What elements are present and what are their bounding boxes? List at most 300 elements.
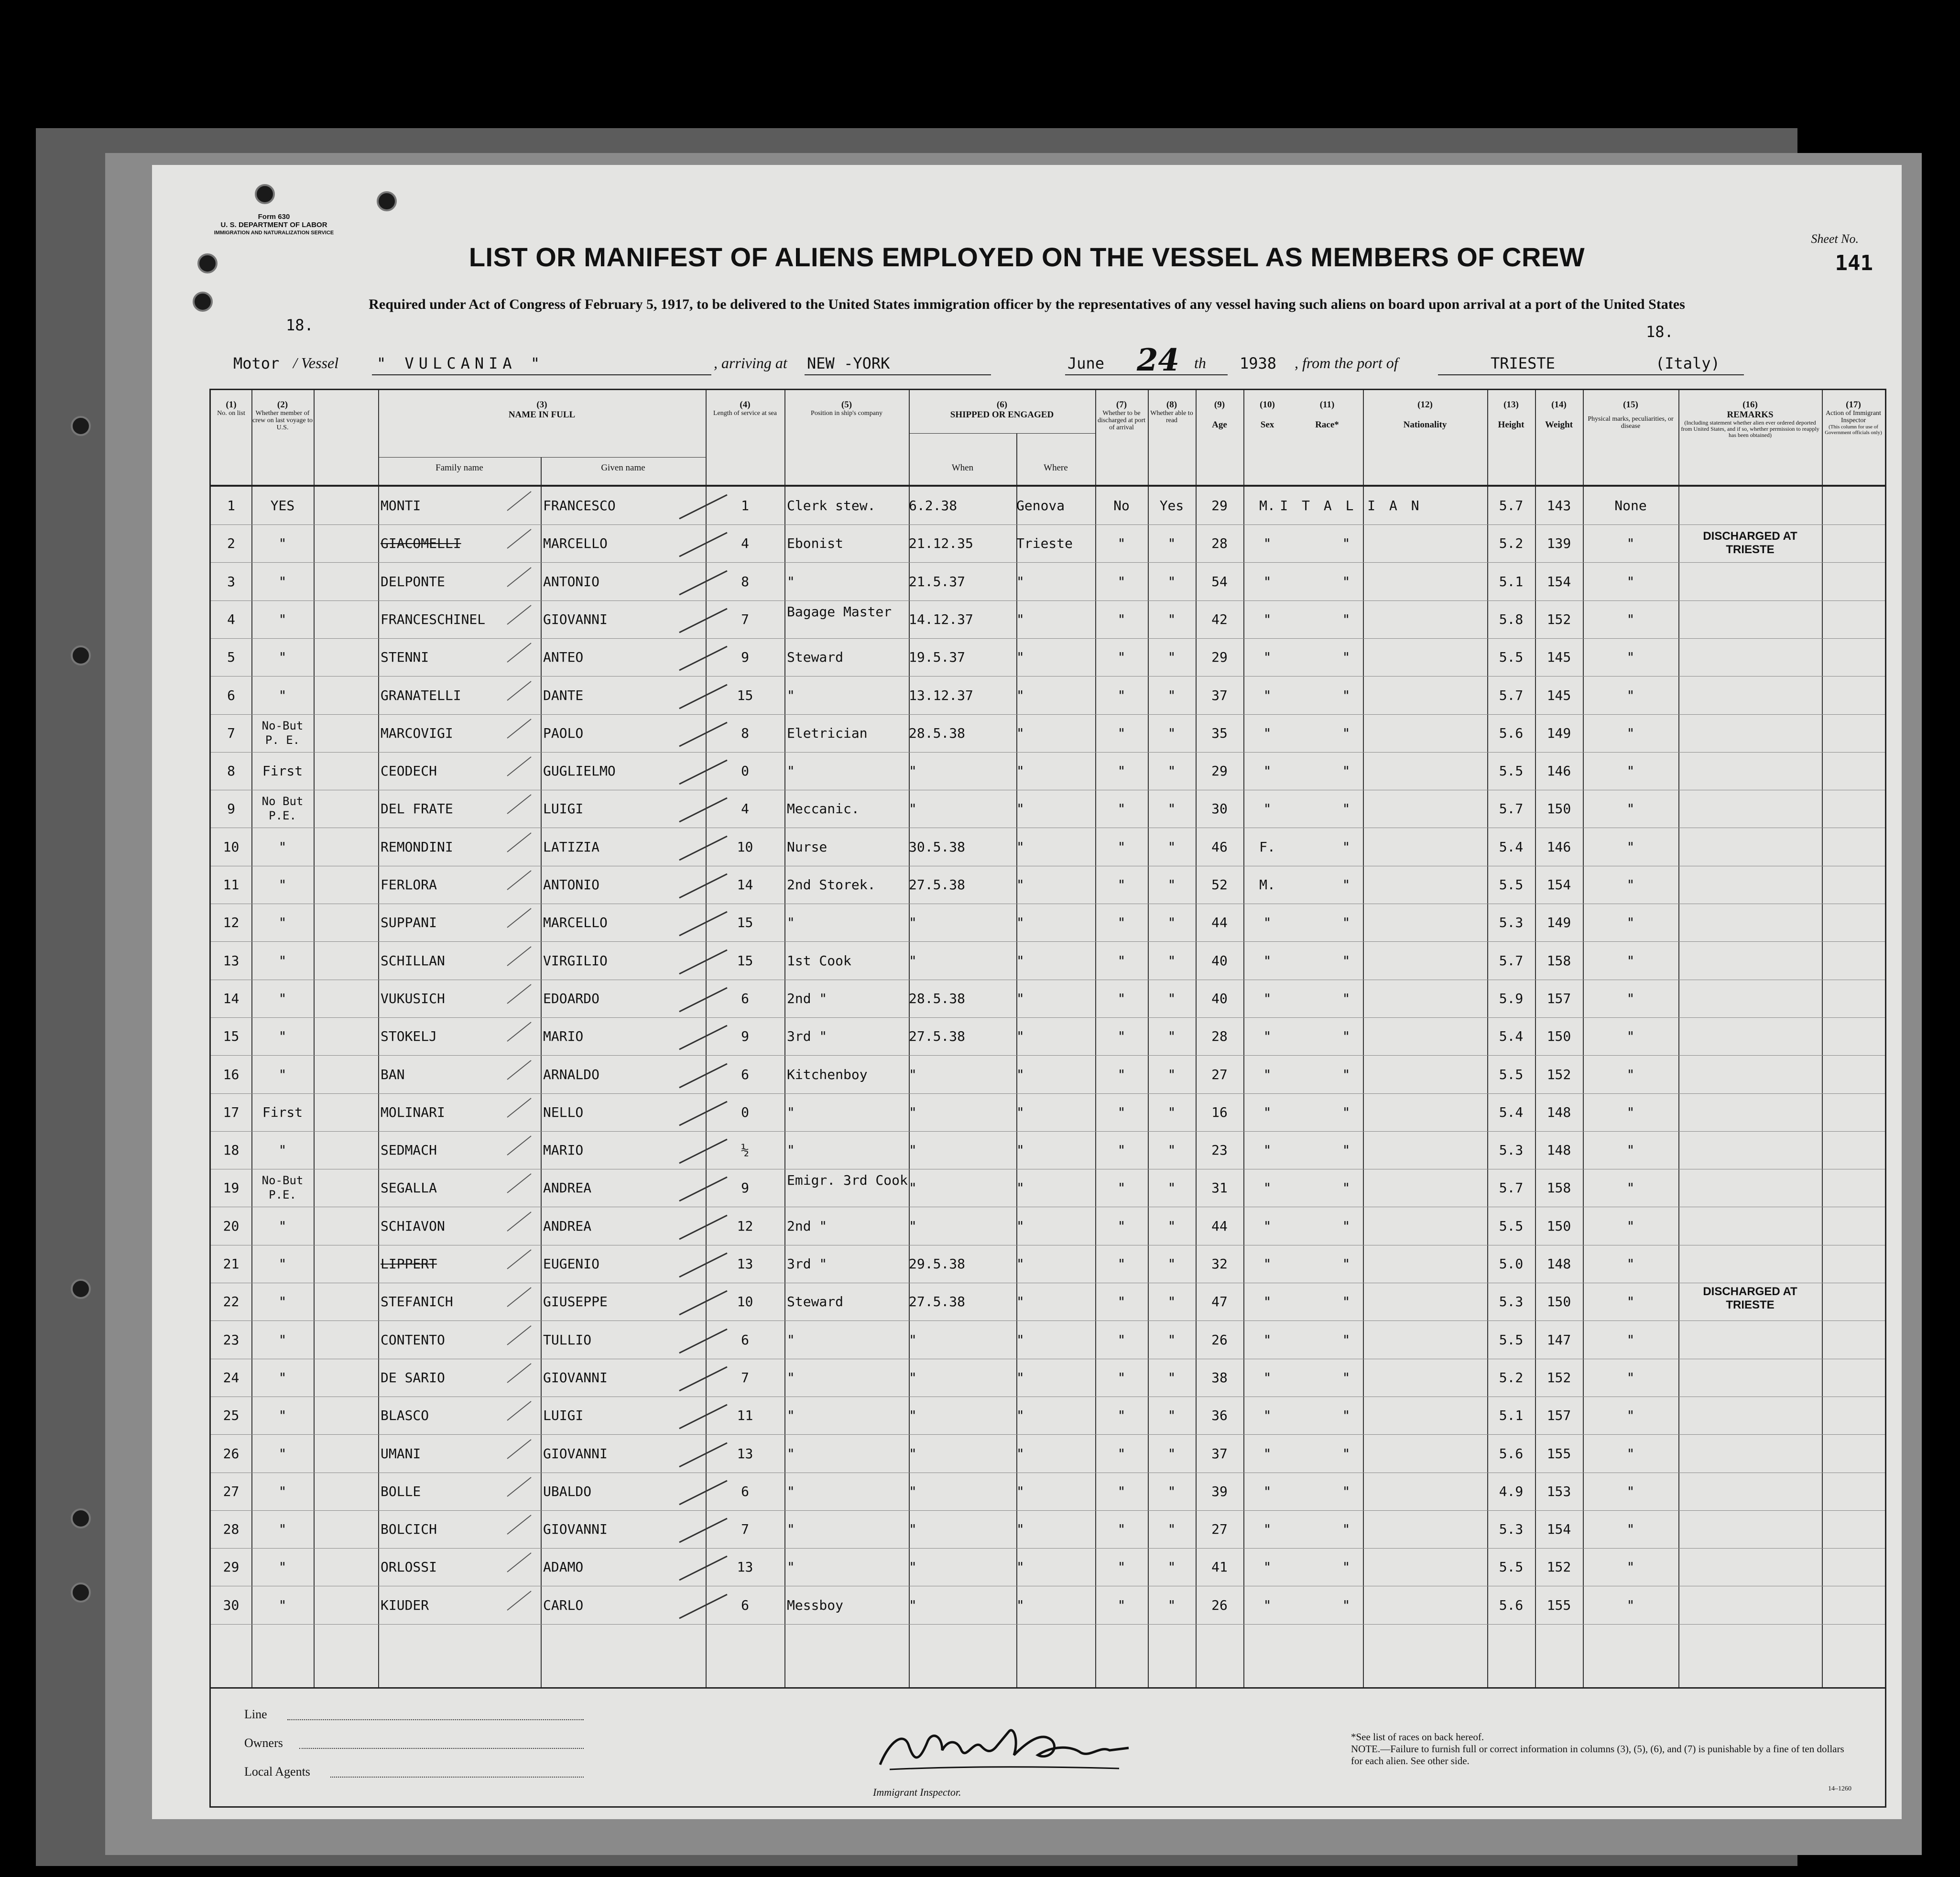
cell-given: ANTONIO: [543, 573, 600, 589]
cell-where: ": [1016, 1028, 1024, 1045]
cell-marks: ": [1626, 1408, 1635, 1424]
cell-when: 29.5.38: [909, 1256, 966, 1272]
cell-age: 41: [1211, 1559, 1228, 1575]
cell-marks: ": [1626, 1294, 1635, 1310]
form-identifier: [212, 213, 336, 237]
cell-family: DEL FRATE: [381, 801, 453, 817]
col-marks-header: (15) Physical marks, peculiarities, or disease: [1588, 400, 1674, 430]
cell-where: ": [1016, 1066, 1024, 1082]
check-tick: [505, 641, 534, 665]
department: U. S. DEPARTMENT OF LABOR: [220, 221, 327, 229]
cell-age: 27: [1211, 1521, 1228, 1538]
cell-voyage: No But P.E.: [261, 795, 304, 823]
cell-no: 10: [223, 839, 240, 855]
cell-where: ": [1016, 611, 1024, 627]
cell-disch: ": [1117, 990, 1126, 1006]
cell-voyage: ": [278, 1218, 287, 1234]
arriving-port: NEW -YORK: [807, 354, 890, 372]
cell-position: ": [787, 1369, 795, 1386]
cell-marks: ": [1626, 535, 1635, 552]
cell-given: ARNALDO: [543, 1066, 600, 1082]
cell-given: ADAMO: [543, 1559, 584, 1575]
cell-weight: 154: [1546, 877, 1571, 893]
cell-when: 27.5.38: [909, 1028, 966, 1045]
cell-marks: ": [1626, 877, 1635, 893]
cell-marks: ": [1626, 915, 1635, 931]
cell-height: 5.2: [1499, 1369, 1524, 1386]
cell-voyage: ": [278, 1483, 287, 1499]
cell-read: ": [1167, 1483, 1176, 1499]
col-nationality-header: (12) Nationality: [1403, 400, 1447, 430]
check-tick: [675, 644, 732, 673]
check-tick: [505, 1020, 534, 1044]
cell-height: 5.6: [1499, 725, 1524, 741]
cell-race: ": [1342, 877, 1350, 893]
cell-height: 5.7: [1499, 952, 1524, 969]
cell-voyage: ": [278, 649, 287, 666]
cell-no: 15: [223, 1028, 240, 1045]
cell-voyage: ": [278, 1559, 287, 1575]
check-tick: [675, 1364, 732, 1393]
check-tick: [505, 489, 534, 513]
cell-height: 5.6: [1499, 1445, 1524, 1462]
cell-position: ": [787, 573, 795, 589]
col-name-header: (3) NAME IN FULL: [508, 400, 576, 420]
year-prefix-left: 18.: [286, 316, 314, 334]
cell-where: ": [1016, 763, 1024, 779]
table-row: [211, 1435, 1885, 1473]
cell-position: ": [787, 1445, 795, 1462]
cell-where: ": [1016, 801, 1024, 817]
cell-age: 28: [1211, 1028, 1228, 1045]
cell-weight: 157: [1546, 1408, 1571, 1424]
cell-service: 4: [741, 801, 749, 817]
cell-weight: 155: [1546, 1597, 1571, 1613]
check-tick: [505, 1323, 534, 1347]
cell-height: 5.9: [1499, 990, 1524, 1006]
cell-position: Nurse: [787, 839, 828, 855]
cell-no: 7: [227, 725, 235, 741]
owners-label: Owners: [244, 1736, 283, 1750]
footer-note: [1351, 1731, 1853, 1767]
table-row: [211, 1207, 1885, 1245]
cell-position: Messboy: [787, 1597, 844, 1613]
cell-age: 29: [1211, 498, 1228, 513]
check-tick: [675, 948, 732, 976]
cell-given: ANTEO: [543, 649, 584, 666]
table-row: [211, 1056, 1885, 1094]
table-row: [211, 563, 1885, 601]
cell-family: BOLCICH: [381, 1521, 437, 1538]
cell-when: ": [909, 915, 917, 931]
cell-family: SCHILLAN: [381, 952, 445, 969]
cell-age: 36: [1211, 1408, 1228, 1424]
col-when-header: When: [951, 463, 974, 473]
check-tick: [675, 1402, 732, 1431]
check-tick: [505, 1210, 534, 1233]
check-tick: [675, 1288, 732, 1317]
cell-given: GIOVANNI: [543, 1445, 608, 1462]
cell-read: ": [1167, 763, 1176, 779]
cell-voyage: ": [278, 915, 287, 931]
cell-when: 6.2.38: [909, 498, 958, 513]
cell-age: 27: [1211, 1066, 1228, 1082]
cell-read: ": [1167, 1142, 1176, 1158]
cell-height: 5.5: [1499, 763, 1524, 779]
cell-race: ": [1342, 1256, 1350, 1272]
cell-when: ": [909, 1142, 917, 1158]
cell-height: 5.5: [1499, 1331, 1524, 1348]
document-title: LIST OR MANIFEST OF ALIENS EMPLOYED ON THE VESSEL AS MEMBERS OF CREW: [468, 242, 1585, 272]
table-row: [211, 1548, 1885, 1586]
table-row: [211, 866, 1885, 904]
cell-read: ": [1167, 725, 1176, 741]
cell-sex: ": [1263, 1331, 1272, 1348]
cell-service: 7: [741, 1369, 749, 1386]
remark-discharged: DISCHARGED AT TRIESTE: [1703, 530, 1797, 556]
cell-family: CONTENTO: [381, 1331, 445, 1348]
punch-hole: [71, 416, 91, 436]
cell-service: 10: [737, 839, 753, 855]
cell-position: ": [787, 1142, 795, 1158]
cell-age: 29: [1211, 649, 1228, 666]
cell-weight: 149: [1546, 915, 1571, 931]
cell-read: ": [1167, 649, 1176, 666]
punch-hole: [255, 184, 275, 204]
cell-sex: ": [1263, 1104, 1272, 1120]
cell-race: ": [1342, 725, 1350, 741]
cell-read: ": [1167, 839, 1176, 855]
cell-family: SEDMACH: [381, 1142, 437, 1158]
cell-family: LIPPERT: [381, 1256, 437, 1272]
cell-read: Yes: [1159, 498, 1184, 513]
cell-voyage: ": [278, 1066, 287, 1082]
cell-age: 39: [1211, 1483, 1228, 1499]
cell-family: GIACOMELLI: [381, 535, 461, 552]
cell-position: Steward: [787, 1294, 844, 1310]
cell-when: 19.5.37: [909, 649, 966, 666]
cell-when: 27.5.38: [909, 877, 966, 893]
cell-no: 29: [223, 1559, 240, 1575]
check-tick: [505, 868, 534, 892]
cell-sex: ": [1263, 1521, 1272, 1538]
cell-marks: ": [1626, 725, 1635, 741]
cell-read: ": [1167, 611, 1176, 627]
cell-marks: ": [1626, 1521, 1635, 1538]
table-row: [211, 714, 1885, 753]
cell-given: CARLO: [543, 1597, 584, 1613]
cell-read: ": [1167, 1408, 1176, 1424]
cell-race: ": [1342, 952, 1350, 969]
cell-service: 9: [741, 649, 749, 666]
form-number: Form 630: [258, 213, 290, 221]
cell-disch: ": [1117, 725, 1126, 741]
cell-marks: ": [1626, 649, 1635, 666]
cell-marks: ": [1626, 1180, 1635, 1196]
check-tick: [505, 982, 534, 1006]
cell-given: GIOVANNI: [543, 1369, 608, 1386]
cell-age: 28: [1211, 535, 1228, 552]
cell-position: 3rd ": [787, 1256, 828, 1272]
cell-family: MONTI: [381, 498, 421, 513]
col-remarks-header: (16) REMARKS (Including statement whether alien ever ordered deported from United States, and if so, whether permission to reapply has been obtained): [1681, 400, 1819, 438]
check-tick: [505, 1513, 534, 1537]
manifest-sheet: [152, 165, 1902, 1819]
cell-sex: M.: [1259, 498, 1275, 513]
cell-no: 9: [227, 801, 235, 817]
cell-sex: ": [1263, 1142, 1272, 1158]
cell-position: Bagage Master: [787, 603, 892, 620]
cell-sex: ": [1263, 1445, 1272, 1462]
cell-disch: ": [1117, 1408, 1126, 1424]
col-service-header: (4) Length of service at sea: [713, 400, 777, 417]
cell-marks: ": [1626, 839, 1635, 855]
races-note: *See list of races on back hereof.: [1351, 1731, 1484, 1743]
cell-where: ": [1016, 1559, 1024, 1575]
cell-family: FERLORA: [381, 877, 437, 893]
cell-marks: ": [1626, 1218, 1635, 1234]
cell-marks: ": [1626, 573, 1635, 589]
table-row: [211, 1473, 1885, 1511]
cell-marks: ": [1626, 1483, 1635, 1499]
cell-given: LUIGI: [543, 1408, 584, 1424]
check-tick: [505, 717, 534, 741]
cell-service: 6: [741, 990, 749, 1006]
table-row: [211, 980, 1885, 1018]
cell-disch: ": [1117, 801, 1126, 817]
check-tick: [505, 1399, 534, 1423]
cell-position: ": [787, 687, 795, 703]
cell-family: STEFANICH: [381, 1294, 453, 1310]
cell-race: ": [1342, 1066, 1350, 1082]
cell-weight: 145: [1546, 687, 1571, 703]
check-tick: [675, 796, 732, 824]
cell-height: 5.4: [1499, 839, 1524, 855]
cell-given: MARCELLO: [543, 915, 608, 931]
check-tick: [675, 1251, 732, 1279]
cell-voyage: ": [278, 687, 287, 703]
day-suffix: th: [1194, 354, 1206, 371]
cell-height: 5.7: [1499, 801, 1524, 817]
cell-weight: 150: [1546, 801, 1571, 817]
col-age-header: (9) Age: [1212, 400, 1227, 430]
check-tick: [675, 1023, 732, 1052]
cell-height: 4.9: [1499, 1483, 1524, 1499]
cell-position: ": [787, 1408, 795, 1424]
cell-age: 37: [1211, 1445, 1228, 1462]
cell-read: ": [1167, 877, 1176, 893]
col-voyage-header: (2) Whether member of crew on last voyage to U.S.: [252, 400, 313, 431]
table-footer: [209, 1686, 1886, 1808]
table-row: [211, 942, 1885, 980]
cell-given: EDOARDO: [543, 990, 600, 1006]
col-sex-header: (10) Sex: [1260, 400, 1275, 430]
document-subtitle: Required under Act of Congress of February 5, 1917, to be delivered to the United States immigration officer by the representatives of any vessel having such aliens on board upon arrival at a port of the United States: [369, 296, 1685, 312]
cell-weight: 147: [1546, 1331, 1571, 1348]
check-tick: [505, 944, 534, 968]
cell-service: 11: [737, 1408, 753, 1424]
check-tick: [505, 1550, 534, 1574]
cell-height: 5.0: [1499, 1256, 1524, 1272]
check-tick: [675, 682, 732, 711]
check-tick: [505, 830, 534, 854]
punch-hole: [71, 1508, 91, 1528]
cell-age: 29: [1211, 763, 1228, 779]
cell-given: FRANCESCO: [543, 498, 616, 513]
cell-read: ": [1167, 990, 1176, 1006]
cell-position: 2nd ": [787, 990, 828, 1006]
cell-marks: ": [1626, 687, 1635, 703]
cell-marks: ": [1626, 1445, 1635, 1462]
cell-marks: ": [1626, 1331, 1635, 1348]
cell-voyage: No-But P.E.: [261, 1174, 304, 1202]
cell-no: 22: [223, 1294, 240, 1310]
cell-age: 30: [1211, 801, 1228, 817]
cell-when: 27.5.38: [909, 1294, 966, 1310]
cell-height: 5.3: [1499, 1142, 1524, 1158]
cell-disch: ": [1117, 1142, 1126, 1158]
cell-height: 5.5: [1499, 1066, 1524, 1082]
cell-age: 42: [1211, 611, 1228, 627]
cell-marks: ": [1626, 611, 1635, 627]
table-row: [211, 1510, 1885, 1549]
cell-where: ": [1016, 1294, 1024, 1310]
cell-where: ": [1016, 915, 1024, 931]
cell-voyage: ": [278, 573, 287, 589]
local-agents-label: Local Agents: [244, 1765, 310, 1779]
col-discharged-header: (7) Whether to be discharged at port of arrival: [1097, 400, 1146, 431]
cell-weight: 154: [1546, 1521, 1571, 1538]
cell-given: DANTE: [543, 687, 584, 703]
cell-when: ": [909, 763, 917, 779]
cell-race: ": [1342, 573, 1350, 589]
cell-when: 21.12.35: [909, 535, 973, 552]
cell-race: ": [1342, 1294, 1350, 1310]
cell-family: DELPONTE: [381, 573, 445, 589]
cell-when: ": [909, 1597, 917, 1613]
cell-height: 5.4: [1499, 1028, 1524, 1045]
cell-disch: ": [1117, 1521, 1126, 1538]
cell-marks: ": [1626, 1104, 1635, 1120]
cell-disch: ": [1117, 687, 1126, 703]
col-read-header: (8) Whether able to read: [1150, 400, 1193, 424]
cell-voyage: ": [278, 877, 287, 893]
cell-family: SEGALLA: [381, 1180, 437, 1196]
cell-disch: ": [1117, 1218, 1126, 1234]
cell-marks: ": [1626, 1028, 1635, 1045]
cell-no: 14: [223, 990, 240, 1006]
cell-marks: ": [1626, 1256, 1635, 1272]
cell-sex: M.: [1259, 877, 1275, 893]
cell-sex: ": [1263, 1256, 1272, 1272]
cell-sex: ": [1263, 1597, 1272, 1613]
cell-age: 26: [1211, 1331, 1228, 1348]
cell-race: ": [1342, 1180, 1350, 1196]
cell-read: ": [1167, 1597, 1176, 1613]
table-row: [211, 1169, 1885, 1207]
cell-family: BLASCO: [381, 1408, 429, 1424]
vessel-type: Motor: [233, 354, 280, 372]
cell-race: ": [1342, 801, 1350, 817]
cell-family: STENNI: [381, 649, 429, 666]
cell-weight: 148: [1546, 1104, 1571, 1120]
cell-given: MARCELLO: [543, 535, 608, 552]
check-tick: [505, 527, 534, 551]
cell-weight: 150: [1546, 1294, 1571, 1310]
cell-no: 8: [227, 763, 235, 779]
cell-read: ": [1167, 801, 1176, 817]
cell-voyage: ": [278, 611, 287, 627]
cell-service: 13: [737, 1256, 753, 1272]
table-row: [211, 1245, 1885, 1283]
check-tick: [675, 492, 732, 521]
cell-when: ": [909, 1066, 917, 1082]
cell-weight: 146: [1546, 763, 1571, 779]
cell-race: ": [1342, 915, 1350, 931]
cell-weight: 155: [1546, 1445, 1571, 1462]
cell-when: ": [909, 1331, 917, 1348]
cell-no: 3: [227, 573, 235, 589]
cell-marks: ": [1626, 801, 1635, 817]
inspector-label: Immigrant Inspector.: [873, 1786, 961, 1798]
cell-position: Clerk stew.: [787, 498, 876, 513]
cell-height: 5.6: [1499, 1597, 1524, 1613]
cell-height: 5.5: [1499, 1559, 1524, 1575]
cell-voyage: ": [278, 1597, 287, 1613]
cell-where: ": [1016, 1483, 1024, 1499]
cell-where: Genova: [1016, 498, 1065, 513]
cell-when: 21.5.37: [909, 573, 966, 589]
table-row: [211, 1397, 1885, 1435]
cell-weight: 153: [1546, 1483, 1571, 1499]
cell-voyage: ": [278, 1521, 287, 1538]
table-row: [211, 752, 1885, 790]
cell-family: VUKUSICH: [381, 990, 445, 1006]
cell-marks: ": [1626, 1369, 1635, 1386]
cell-position: ": [787, 1521, 795, 1538]
cell-no: 23: [223, 1331, 240, 1348]
cell-service: 14: [737, 877, 753, 893]
cell-weight: 158: [1546, 952, 1571, 969]
cell-voyage: ": [278, 1294, 287, 1310]
cell-disch: No: [1113, 498, 1130, 513]
cell-sex: ": [1263, 1218, 1272, 1234]
cell-where: ": [1016, 839, 1024, 855]
cell-race: ": [1342, 1521, 1350, 1538]
cell-service: 0: [741, 763, 749, 779]
check-tick: [505, 1361, 534, 1385]
col-race-header: (11) Race*: [1315, 400, 1339, 430]
cell-no: 28: [223, 1521, 240, 1538]
check-tick: [675, 1516, 732, 1545]
cell-where: ": [1016, 1445, 1024, 1462]
cell-age: 52: [1211, 877, 1228, 893]
cell-where: ": [1016, 687, 1024, 703]
cell-where: ": [1016, 1408, 1024, 1424]
cell-no: 4: [227, 611, 235, 627]
inspector-signature: [871, 1712, 1138, 1784]
cell-family: STOKELJ: [381, 1028, 437, 1045]
cell-read: ": [1167, 1445, 1176, 1462]
cell-race: ": [1342, 1104, 1350, 1120]
cell-voyage: First: [262, 1104, 303, 1120]
cell-race: ": [1342, 687, 1350, 703]
cell-age: 40: [1211, 952, 1228, 969]
cell-service: 10: [737, 1294, 753, 1310]
check-tick: [675, 530, 732, 559]
check-tick: [505, 679, 534, 703]
check-tick: [505, 906, 534, 930]
